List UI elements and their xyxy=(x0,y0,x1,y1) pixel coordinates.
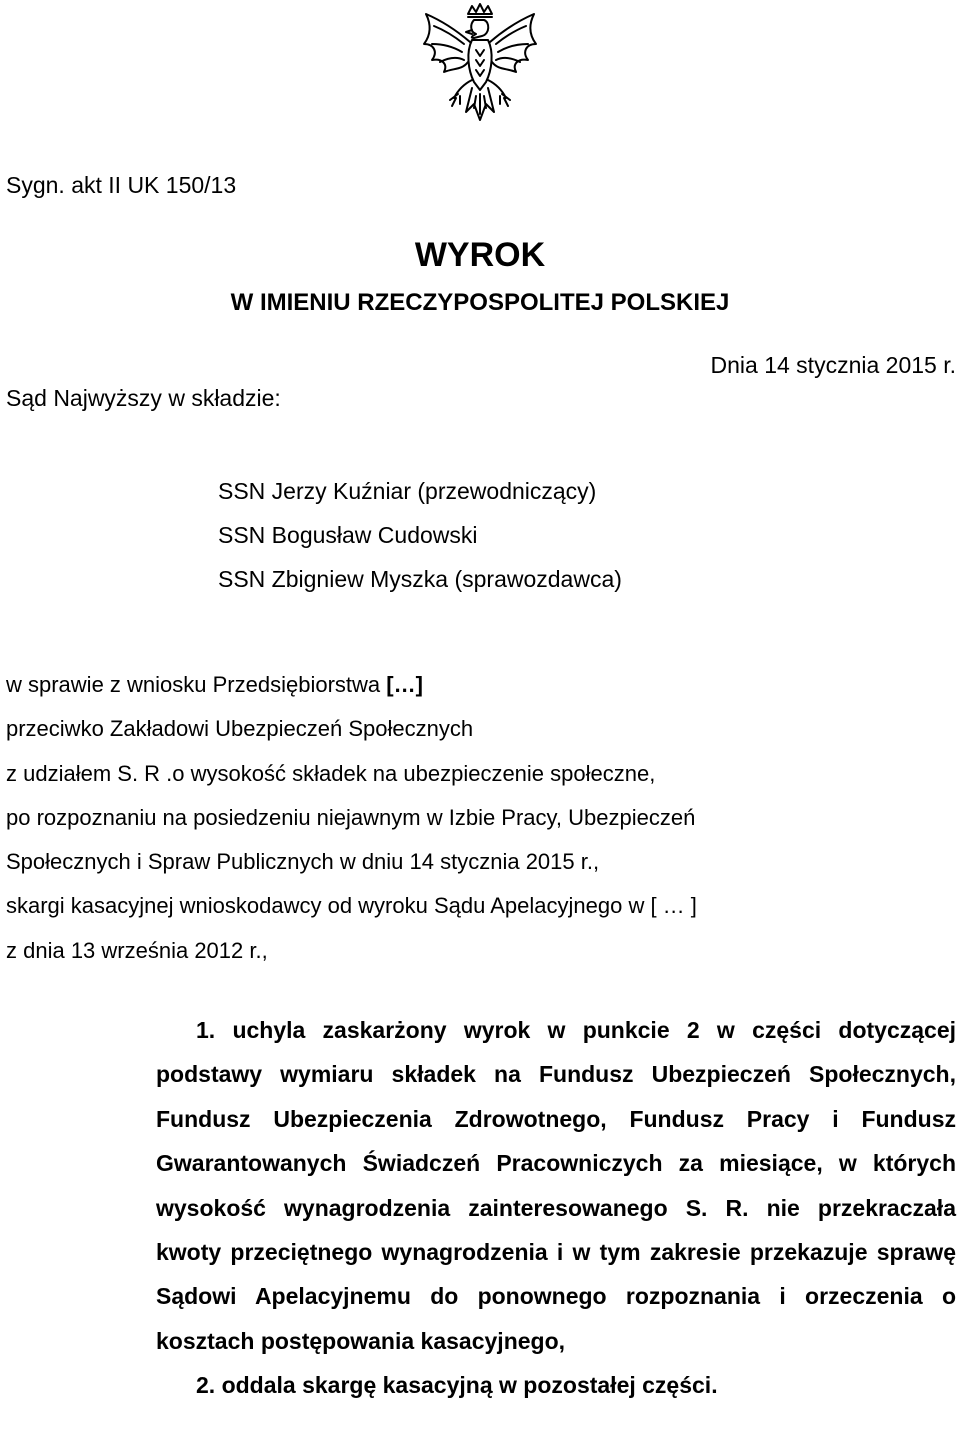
order-item-2: 2. oddala skargę kasacyjną w pozostałej części. xyxy=(196,1372,718,1399)
judge-member: SSN Bogusław Cudowski xyxy=(218,522,478,548)
case-signature: Sygn. akt II UK 150/13 xyxy=(6,172,237,198)
case-line-appeal-date: z dnia 13 września 2012 r., xyxy=(6,938,268,963)
case-line-appeal: skargi kasacyjnej wnioskodawcy od wyroku Sądu Apelacyjnego w [ … ] xyxy=(6,893,697,918)
case-line-hearing: po rozpoznaniu na posiedzeniu niejawnym w Izbie Pracy, Ubezpieczeń xyxy=(6,805,696,830)
order-item-1: 1. uchyla zaskarżony wyrok w punkcie 2 w części dotyczącej podstawy wymiaru składek na Fundusz Ubezpieczeń Społecznych, Fundusz Ubezpieczenia Zdrowotnego, Fundusz Pracy i Fundusz Gwarantowanych Świadczeń Pracowniczych za miesiące, w których wysokość wynagrodzenia zainteresowanego S. R. nie przekraczała kwoty przeciętnego wynagrodzenia i w tym zakresie przekazuje sprawę Sądowi Apelacyjnemu do ponownego rozpoznania i orzeczenia o kosztach postępowania kasacyjnego, xyxy=(156,1017,956,1354)
case-line-applicant-text: w sprawie z wniosku Przedsiębiorstwa xyxy=(6,672,387,697)
operative-part xyxy=(156,1008,956,1408)
case-line-applicant-placeholder: […] xyxy=(386,672,423,697)
court-composition-label: Sąd Najwyższy w składzie: xyxy=(6,385,281,411)
judgment-date: Dnia 14 stycznia 2015 r. xyxy=(710,352,956,378)
document-title: WYROK xyxy=(414,236,546,274)
polish-eagle-icon xyxy=(410,0,550,140)
case-line-respondent: przeciwko Zakładowi Ubezpieczeń Społecznych xyxy=(6,716,474,741)
case-line-applicant xyxy=(6,672,423,698)
case-line-participant: z udziałem S. R .o wysokość składek na ubezpieczenie społeczne, xyxy=(6,761,656,786)
judge-presiding: SSN Jerzy Kuźniar (przewodniczący) xyxy=(218,478,597,504)
document-subtitle: W IMIENIU RZECZYPOSPOLITEJ POLSKIEJ xyxy=(230,289,730,316)
judge-rapporteur: SSN Zbigniew Myszka (sprawozdawca) xyxy=(218,566,622,592)
case-line-hearing-date: Społecznych i Spraw Publicznych w dniu 14 stycznia 2015 r., xyxy=(6,849,600,874)
